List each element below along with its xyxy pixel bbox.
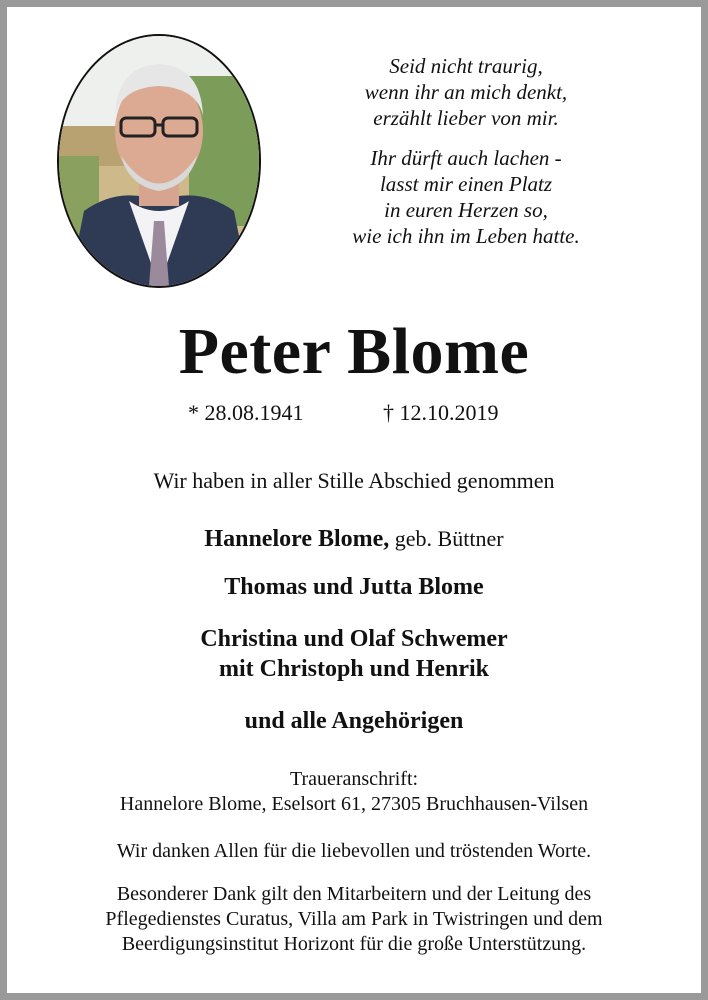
special-thanks-line: Beerdigungsinstitut Horizont für die große Unterstützung. <box>121 933 587 955</box>
poem-stanza-1 <box>307 53 625 131</box>
poem-line: lasst mir einen Platz <box>379 172 553 196</box>
address-value: Hannelore Blome, Eselsort 61, 27305 Bruchhausen-Vilsen <box>119 793 589 815</box>
poem-line: wie ich ihn im Leben hatte. <box>352 224 580 248</box>
special-thanks <box>0 882 708 957</box>
deceased-name: Peter Blome <box>178 315 530 388</box>
birth-date: * 28.08.1941 <box>188 400 304 425</box>
death-date: † 12.10.2019 <box>383 400 499 425</box>
spouse-maiden-name: geb. Büttner <box>389 526 504 551</box>
mourner-line-4: und alle Angehörigen <box>244 708 464 734</box>
poem-line: in euren Herzen so, <box>384 198 548 222</box>
address-label: Traueranschrift: <box>289 768 419 790</box>
poem-line: erzählt lieber von mir. <box>373 106 559 130</box>
poem <box>307 53 625 249</box>
portrait-image <box>59 36 259 286</box>
spouse-name: Hannelore Blome, <box>204 526 390 552</box>
poem-line: wenn ihr an mich denkt, <box>364 80 568 104</box>
mourning-address <box>0 767 708 817</box>
poem-line: Ihr dürft auch lachen - <box>370 146 562 170</box>
special-thanks-line: Besonderer Dank gilt den Mitarbeitern und der Leitung des <box>116 883 592 905</box>
mourner-line-3 <box>0 624 708 684</box>
thanks-text: Wir danken Allen für die liebevollen und tröstenden Worte. <box>116 840 592 862</box>
poem-stanza-2 <box>307 145 625 249</box>
mourner-line-2: Thomas und Jutta Blome <box>224 574 484 600</box>
poem-line: Seid nicht traurig, <box>389 54 543 78</box>
mourner-line-3b: mit Christoph und Henrik <box>218 656 490 682</box>
farewell-text: Wir haben in aller Stille Abschied genommen <box>153 468 555 493</box>
portrait-photo <box>57 34 261 288</box>
mourner-line-3a: Christina und Olaf Schwemer <box>200 626 508 652</box>
special-thanks-line: Pflegedienstes Curatus, Villa am Park in Twistringen und dem <box>105 908 603 930</box>
mourner-spouse <box>0 524 708 554</box>
